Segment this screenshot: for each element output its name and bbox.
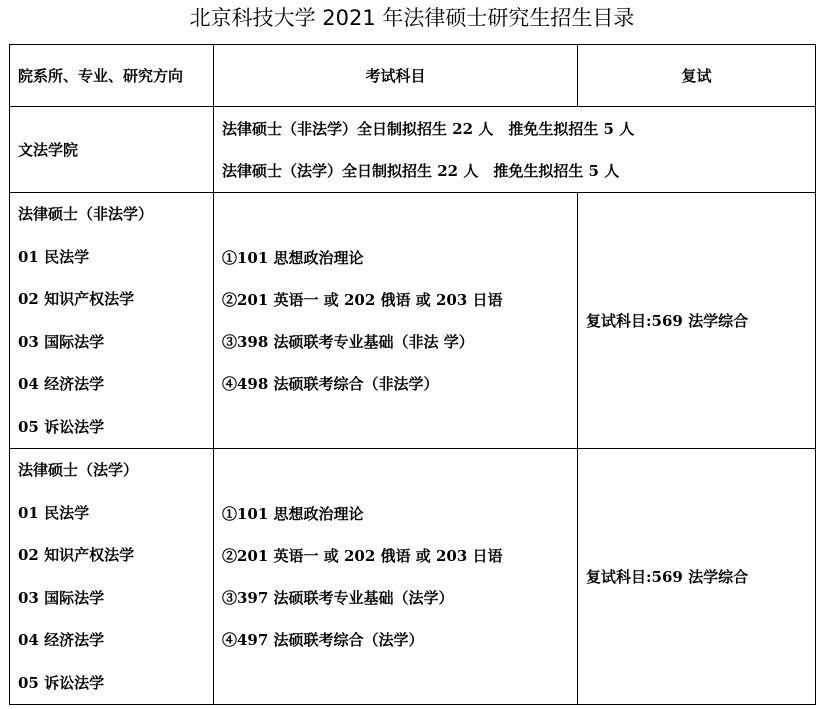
header-row [10, 45, 816, 107]
exam-item: ②201 英语一 或 202 俄语 或 203 日语 [222, 546, 503, 565]
exam-item: ③398 法硕联考专业基础（非法 学） [222, 332, 474, 351]
direction-item: 05 诉讼法学 [18, 417, 105, 436]
direction-item: 03 国际法学 [18, 588, 105, 607]
college-row [10, 107, 816, 193]
program-exams [214, 449, 578, 705]
header-dept: 院系所、专业、研究方向 [10, 45, 214, 107]
program-directions [10, 449, 214, 705]
direction-item: 04 经济法学 [18, 375, 105, 393]
page-title: 北京科技大学 2021 年法律硕士研究生招生目录 [189, 6, 635, 30]
exam-item: ④498 法硕联考综合（非法学） [222, 374, 439, 393]
exam-item: ①101 思想政治理论 [222, 248, 364, 267]
program-name: 法律硕士（非法学） [18, 205, 154, 223]
admission-catalog-table [9, 44, 816, 705]
direction-item: 03 国际法学 [18, 332, 105, 351]
direction-item: 05 诉讼法学 [18, 673, 105, 692]
header-exam: 考试科目 [214, 45, 578, 107]
quota-line: 法律硕士（法学）全日制拟招生 22 人 推免生拟招生 5 人 [222, 161, 620, 180]
exam-item: ②201 英语一 或 202 俄语 或 203 日语 [222, 290, 503, 309]
direction-item: 01 民法学 [18, 247, 90, 266]
program-retest: 复试科目:569 法学综合 [578, 449, 816, 705]
exam-item: ①101 思想政治理论 [222, 504, 364, 523]
program-exams [214, 193, 578, 449]
header-retest: 复试 [578, 45, 816, 107]
program-directions [10, 193, 214, 449]
exam-item: ④497 法硕联考综合（法学） [222, 630, 424, 649]
direction-item: 04 经济法学 [18, 631, 105, 649]
program-row [10, 193, 816, 449]
program-name: 法律硕士（法学） [18, 461, 139, 479]
direction-item: 02 知识产权法学 [18, 290, 135, 308]
quota-line: 法律硕士（非法学）全日制拟招生 22 人 推免生拟招生 5 人 [222, 119, 635, 138]
exam-item: ③397 法硕联考专业基础（法学） [222, 588, 454, 607]
college-name: 文法学院 [10, 107, 214, 193]
direction-item: 01 民法学 [18, 503, 90, 522]
direction-item: 02 知识产权法学 [18, 546, 135, 564]
program-retest: 复试科目:569 法学综合 [578, 193, 816, 449]
college-quota [214, 107, 816, 193]
program-row [10, 449, 816, 705]
